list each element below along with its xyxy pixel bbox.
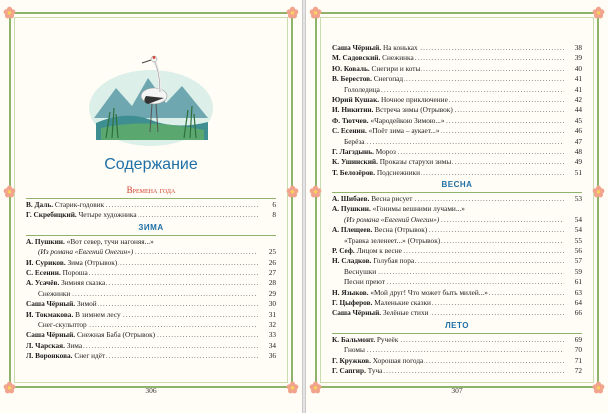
toc-entry-text <box>332 246 403 255</box>
toc-entry[interactable] <box>332 168 582 178</box>
section-heading: ЛЕТО <box>445 320 469 330</box>
toc-entry-author: А. Пушкин. <box>332 204 371 214</box>
section-heading: ВЕСНА <box>441 180 473 190</box>
toc-entry-page: 41 <box>574 84 582 94</box>
toc-entry[interactable] <box>332 64 582 74</box>
toc-entry[interactable] <box>26 200 276 210</box>
toc-entry-text <box>344 215 440 224</box>
toc-entry-leader <box>332 116 564 126</box>
toc-entry[interactable] <box>332 95 582 105</box>
toc-entry-text <box>26 278 106 287</box>
toc-entry-text <box>344 345 366 354</box>
toc-entry-author: Н. Сладков. <box>332 256 372 266</box>
toc-entry-author: Т. Белозёров. <box>332 167 376 177</box>
toc-entry[interactable] <box>26 341 276 351</box>
toc-entry[interactable] <box>26 268 276 278</box>
toc-entry-title: Гололедица <box>344 84 380 94</box>
toc-entry-text <box>332 53 415 62</box>
flower-icon <box>3 185 16 198</box>
toc-entry-title: В зимнем лесу <box>75 309 121 319</box>
toc-entry-text <box>332 95 449 104</box>
toc-entry-author: И. Токмакова. <box>26 309 74 319</box>
toc-entry[interactable] <box>332 225 582 235</box>
toc-entry-text <box>332 194 413 203</box>
toc-entry-title: «Чародейкою Зимою...» <box>370 115 445 125</box>
section-rule <box>332 333 582 334</box>
toc-entry[interactable] <box>332 137 582 147</box>
toc-entry-leader <box>332 225 564 235</box>
toc-entry-text <box>344 137 365 146</box>
toc-entry-text <box>332 43 419 52</box>
flower-icon <box>286 6 299 19</box>
toc-entry-page: 28 <box>268 278 276 288</box>
toc-entry-page: 6 <box>272 200 276 209</box>
toc-entry-text <box>26 351 106 360</box>
toc-entry-author: А. Пушкин. <box>26 236 65 246</box>
toc-entry-text <box>332 225 428 234</box>
page-number: 306 <box>145 386 157 395</box>
toc-entry-title: (Из романа «Евгений Онегин») <box>38 247 134 257</box>
toc-entry-leader <box>26 268 258 278</box>
toc-entry-page: 54 <box>574 225 582 235</box>
toc-entry-page: 44 <box>574 105 582 115</box>
toc-entry[interactable] <box>332 267 582 277</box>
toc-entry-text <box>26 237 155 246</box>
toc-entry-text <box>332 116 446 125</box>
toc-entry-title: Встреча зимы (Отрывок) <box>375 105 453 115</box>
toc-entry-author: А. Шибаев. <box>332 194 370 204</box>
toc-entry[interactable] <box>26 299 276 309</box>
toc-entry[interactable] <box>332 345 582 355</box>
toc-entry[interactable] <box>26 320 276 330</box>
toc-entry-title: Подснежники <box>376 167 420 177</box>
toc-entry-page: 33 <box>268 330 276 340</box>
toc-entry-page: 51 <box>574 167 582 177</box>
toc-entry-author: А. Плещеев. <box>332 225 373 235</box>
toc-entry-title: Гномы <box>344 345 365 355</box>
toc-entry-page: 46 <box>574 126 582 136</box>
toc-entry-leader <box>332 157 564 167</box>
toc-entry-leader <box>26 278 258 288</box>
toc-entry[interactable] <box>332 105 582 115</box>
toc-entry-page: 47 <box>574 136 582 146</box>
toc-entry-leader <box>344 215 564 225</box>
toc-entry-author: Саша Чёрный. <box>26 299 76 309</box>
toc-entry-leader <box>332 105 564 115</box>
toc-entry-title: Пороша <box>62 267 88 277</box>
toc-entry-leader <box>332 256 564 266</box>
section-rule <box>26 235 276 236</box>
toc-entry-leader <box>344 345 564 355</box>
toc-entry-author: А. Усачёв. <box>26 278 60 288</box>
toc-entry[interactable] <box>26 289 276 299</box>
toc-entry-title: Снежинки <box>38 288 71 298</box>
toc-entry-page: 45 <box>574 115 582 125</box>
toc-entry-title: «Вот север, тучи нагоняя...» <box>66 236 154 246</box>
toc-entry-leader <box>332 53 564 63</box>
toc-entry-title: «Мой друг! Что может быть милей...» <box>370 287 488 297</box>
toc-entry-text <box>332 74 404 83</box>
toc-entry[interactable] <box>332 74 582 84</box>
toc-entry-title: Зимняя сказка <box>61 278 106 288</box>
toc-entry-text <box>26 341 83 350</box>
toc-entry-text <box>332 288 489 297</box>
toc-entry-author: Л. Чарская. <box>26 340 65 350</box>
toc-entry[interactable] <box>332 204 582 214</box>
toc-entry-author: Г. Цыферов. <box>332 297 373 307</box>
flower-icon <box>309 185 322 198</box>
right-page <box>306 0 608 413</box>
toc-entry-text <box>38 289 71 298</box>
toc-entry-author: С. Есенин. <box>26 267 61 277</box>
toc-entry-author: С. Есенин. <box>332 126 367 136</box>
flower-icon <box>3 6 16 19</box>
toc-entry-leader <box>26 210 258 220</box>
toc-entry-page: 49 <box>574 157 582 167</box>
toc-entry-page: 29 <box>268 288 276 298</box>
toc-entry-page: 41 <box>574 74 582 84</box>
toc-entry-title: Голубая пора <box>373 256 415 266</box>
toc-entry-leader <box>332 126 564 136</box>
toc-entry-author: В. Даль. <box>26 200 54 209</box>
toc-entry-leader <box>26 299 258 309</box>
toc-entry-title: Зима (Отрывок) <box>67 257 118 267</box>
toc-entry-title: Весна рисует <box>371 194 413 204</box>
contents-title: Содержание <box>104 156 198 173</box>
toc-entry-title: Берёза <box>344 136 365 146</box>
toc-entry-title: Туча <box>367 365 383 375</box>
toc-entry-page: 42 <box>574 94 582 104</box>
toc-entry-text <box>344 236 441 245</box>
toc-entry-page: 26 <box>268 257 276 267</box>
toc-entry[interactable] <box>332 147 582 157</box>
toc-right <box>332 43 582 376</box>
toc-entry[interactable] <box>332 366 582 376</box>
toc-entry-title: Снегопад <box>373 74 404 84</box>
toc-entry-text <box>332 147 397 156</box>
toc-entry-page: 59 <box>574 266 582 276</box>
toc-entry-page: 55 <box>574 235 582 245</box>
toc-entry-title: Четыре художника <box>78 210 137 220</box>
toc-entry-text <box>332 126 441 135</box>
toc-entry-text <box>26 210 138 219</box>
toc-entry-text <box>26 268 89 277</box>
toc-entry-leader <box>332 147 564 157</box>
toc-entry-text <box>332 356 424 365</box>
toc-entry-text <box>332 105 454 114</box>
toc-entry[interactable] <box>332 215 582 225</box>
toc-entry-title: Снегири и коты <box>371 63 421 73</box>
toc-entry-title: Снежная Баба (Отрывок) <box>76 330 156 340</box>
toc-entry-text <box>332 256 415 265</box>
toc-left <box>26 184 276 361</box>
toc-entry-page: 39 <box>574 53 582 63</box>
toc-entry-title: Ручеёк <box>376 334 399 344</box>
toc-entry[interactable] <box>332 194 582 204</box>
toc-entry-author: В. Берестов. <box>332 74 372 84</box>
toc-entry[interactable] <box>26 247 276 257</box>
toc-entry[interactable] <box>332 85 582 95</box>
toc-entry-page: 34 <box>268 340 276 350</box>
toc-entry[interactable] <box>332 308 582 318</box>
toc-entry-leader <box>26 330 258 340</box>
flower-icon <box>309 6 322 19</box>
toc-entry-text <box>38 320 88 329</box>
section-heading: ЗИМА <box>138 222 164 232</box>
toc-entry-author: Саша Чёрный. <box>332 43 382 52</box>
toc-entry-author: К. Бальмонт. <box>332 334 376 344</box>
toc-entry-leader <box>344 236 564 246</box>
toc-entry-author: Р. Сеф. <box>332 246 355 256</box>
toc-entry-author: И. Никитин. <box>332 105 374 115</box>
toc-entry-title: Мороз <box>375 146 396 156</box>
toc-entry-text <box>26 258 118 267</box>
toc-entry-page: 53 <box>574 194 582 204</box>
toc-entry-title: Проказы старухи зимы <box>379 157 452 167</box>
toc-entry-author: К. Ушинский. <box>332 157 378 167</box>
toc-entry-text <box>332 308 430 317</box>
toc-entry-page: 8 <box>272 210 276 220</box>
flower-icon <box>592 185 605 198</box>
toc-entry-page: 27 <box>268 267 276 277</box>
toc-entry-leader <box>38 289 258 299</box>
toc-entry-page: 25 <box>268 247 276 257</box>
toc-entry-leader <box>332 288 564 298</box>
toc-entry-leader <box>26 341 258 351</box>
toc-entry[interactable] <box>332 288 582 298</box>
toc-entry-title: Хорошая погода <box>372 355 424 365</box>
toc-entry[interactable] <box>332 157 582 167</box>
section-rule <box>332 192 582 193</box>
toc-entry-leader <box>344 267 564 277</box>
toc-entry-title: «Поёт зима – аукает...» <box>368 126 440 136</box>
toc-entry-leader <box>332 43 564 53</box>
toc-entry-title: Старик-годовик <box>54 200 105 209</box>
toc-entry-leader <box>38 320 258 330</box>
toc-entry-author: Саша Чёрный. <box>26 330 76 340</box>
toc-entry-leader <box>332 308 564 318</box>
toc-entry-page: 38 <box>574 43 582 52</box>
toc-entry-author: М. Садовский. <box>332 53 381 63</box>
toc-entry-page: 30 <box>268 299 276 309</box>
toc-entry-page: 40 <box>574 63 582 73</box>
toc-entry-page: 69 <box>574 334 582 344</box>
toc-entry-text <box>26 200 105 209</box>
toc-entry[interactable] <box>332 335 582 345</box>
toc-entry-page: 48 <box>574 146 582 156</box>
toc-entry-author: И. Суриков. <box>26 257 66 267</box>
toc-entry-leader <box>332 298 564 308</box>
toc-entry-text <box>332 366 383 375</box>
toc-entry[interactable] <box>332 277 582 287</box>
toc-entry-leader <box>26 310 258 320</box>
toc-entry-leader <box>332 246 564 256</box>
toc-entry-leader <box>332 194 564 204</box>
toc-entry-author: Г. Сапгир. <box>332 365 366 375</box>
toc-entry-author: Юрий Кушак. <box>332 94 380 104</box>
toc-entry[interactable] <box>332 356 582 366</box>
toc-entry-author: Саша Чёрный. <box>332 308 382 318</box>
toc-entry-text <box>344 277 386 286</box>
section-heading: Времена года <box>126 185 176 195</box>
toc-entry[interactable] <box>26 237 276 247</box>
toc-entry-text <box>38 247 134 256</box>
toc-entry-title: Веснушки <box>344 266 377 276</box>
toc-entry-title: Весна (Отрывок) <box>374 225 428 235</box>
flower-icon <box>592 6 605 19</box>
toc-entry-page: 66 <box>574 308 582 318</box>
toc-entry-text <box>332 168 421 177</box>
toc-entry[interactable] <box>332 43 582 53</box>
toc-entry-leader <box>332 95 564 105</box>
left-page <box>0 0 302 413</box>
toc-entry-title: «Травка зеленеет...» (Отрывок) <box>344 235 441 245</box>
toc-entry-text <box>344 267 377 276</box>
toc-entry-leader <box>344 85 564 95</box>
toc-entry[interactable] <box>26 310 276 320</box>
toc-entry-leader <box>26 351 258 361</box>
toc-entry-leader <box>332 204 582 214</box>
toc-entry[interactable] <box>332 298 582 308</box>
toc-entry-text <box>332 298 432 307</box>
toc-entry-title: Зелёные стихи <box>382 308 429 318</box>
toc-entry-title: «Гонимы вешними лучами...» <box>372 204 465 214</box>
toc-entry-author: Г. Скребицкий. <box>26 210 77 220</box>
toc-entry-page: 31 <box>268 309 276 319</box>
toc-entry-title: Маленькие сказки <box>374 297 431 307</box>
toc-entry-leader <box>26 258 258 268</box>
toc-entry-title: Снежинка <box>382 53 414 63</box>
toc-entry[interactable] <box>332 126 582 136</box>
toc-entry[interactable] <box>26 330 276 340</box>
toc-entry-leader <box>332 64 564 74</box>
toc-entry-leader <box>26 200 258 210</box>
toc-entry-title: Снег идёт <box>74 351 106 361</box>
toc-entry-page: 57 <box>574 256 582 266</box>
toc-entry-page: 36 <box>268 351 276 361</box>
toc-entry-text <box>26 330 156 339</box>
toc-entry-leader <box>344 137 564 147</box>
toc-entry-author: Н. Языков. <box>332 287 369 297</box>
toc-entry-leader <box>26 237 276 247</box>
toc-entry[interactable] <box>332 236 582 246</box>
toc-entry-text <box>332 335 399 344</box>
toc-entry-title: Ночное приключение <box>380 94 448 104</box>
toc-entry-title: Песни преют <box>344 277 385 287</box>
toc-entry-leader <box>344 277 564 287</box>
toc-entry-author: Г. Лагздынь. <box>332 146 374 156</box>
toc-entry-page: 32 <box>268 319 276 329</box>
toc-entry-page: 54 <box>574 214 582 224</box>
toc-entry-text <box>26 310 122 319</box>
toc-entry-author: Ф. Тютчев. <box>332 115 369 125</box>
toc-entry-author: Г. Кружков. <box>332 355 371 365</box>
toc-entry-leader <box>332 168 564 178</box>
toc-entry[interactable] <box>332 256 582 266</box>
toc-entry-page: 63 <box>574 287 582 297</box>
page-number: 307 <box>451 386 463 395</box>
toc-entry[interactable] <box>332 53 582 63</box>
toc-entry-title: Снег-скульптор <box>38 319 87 329</box>
toc-entry[interactable] <box>332 116 582 126</box>
toc-entry-text <box>332 204 466 213</box>
toc-entry[interactable] <box>332 246 582 256</box>
toc-entry-leader <box>332 356 564 366</box>
toc-entry-text <box>344 85 381 94</box>
flower-icon <box>286 185 299 198</box>
toc-entry-leader <box>332 74 564 84</box>
toc-entry-leader <box>332 335 564 345</box>
toc-entry-leader <box>332 366 564 376</box>
section-rule <box>26 198 276 199</box>
toc-entry-author: Л. Воронкова. <box>26 351 73 361</box>
toc-entry[interactable] <box>26 278 276 288</box>
toc-entry-page: 64 <box>574 297 582 307</box>
toc-entry-page: 71 <box>574 355 582 365</box>
toc-entry-text <box>332 157 452 166</box>
toc-entry-title: На коньках <box>382 43 418 52</box>
crane-bird-illustration <box>86 48 216 148</box>
toc-entry-title: (Из романа «Евгений Онегин») <box>344 214 440 224</box>
toc-entry[interactable] <box>26 351 276 361</box>
toc-entry[interactable] <box>26 258 276 268</box>
toc-entry[interactable] <box>26 210 276 220</box>
toc-entry-title: Зимой <box>76 299 97 309</box>
toc-entry-page: 70 <box>574 345 582 355</box>
toc-entry-leader <box>38 247 258 257</box>
toc-entry-text <box>332 64 421 73</box>
toc-entry-title: Зима <box>66 340 83 350</box>
toc-entry-author: Ю. Коваль. <box>332 63 370 73</box>
toc-entry-page: 56 <box>574 246 582 256</box>
toc-entry-page: 72 <box>574 365 582 375</box>
toc-entry-title: Лицом к весне <box>356 246 402 256</box>
toc-entry-page: 61 <box>574 277 582 287</box>
toc-entry-text <box>26 299 98 308</box>
